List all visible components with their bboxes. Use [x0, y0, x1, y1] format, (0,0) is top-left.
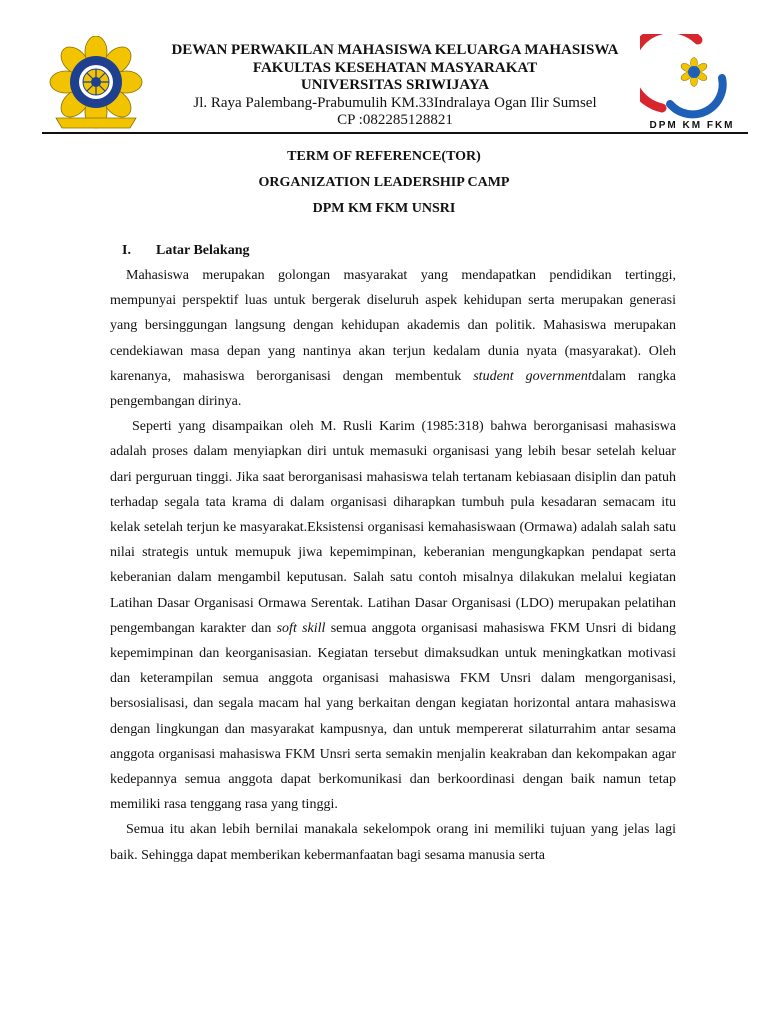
letterhead-text [150, 42, 640, 130]
letterhead [0, 0, 768, 140]
paragraph-1-italic: student government [473, 368, 592, 384]
title-line-1: TERM OF REFERENCE(TOR) [287, 149, 481, 164]
paragraph-3: Semua itu akan lebih bernilai manakala sekelompok orang ini memiliki tujuan yang jelas lagi baik. Sehingga dapat memberikan kebermanfaatan bagi sesama manusia serta [110, 822, 676, 863]
paragraph-2-italic: soft skill [276, 620, 326, 636]
faculty-name: FAKULTAS KESEHATAN MASYARAKAT [252, 59, 538, 76]
paragraph-1-text-b: dalam rangka pengembangan dirinya. [110, 368, 677, 410]
university-name: UNIVERSITAS SRIWIJAYA [300, 77, 490, 93]
paragraph-2-text-a: Seperti yang disampaikan oleh M. Rusli Karim (1985:318) bahwa berorganisasi mahasiswa adalah proses dalam menyiapkan diri untuk memasuki organisasi yang lebih besar setelah keluar dari perguruan tinggi. Jika saat berorganisasi mahasiswa telah tertanam kebiasaan disiplin dan patuh terhadap segala tata krama di dalam organisasi diharapkan tumbuh pula kesadaran semacam itu kelak setelah terjun ke masyarakat.Eksistensi organisasi kemahasiswaan (Ormawa) adalah salah satu nilai strategis untuk memupuk jiwa kepemimpinan, keberanian mengungkapkan pendapat serta keberanian dalam mengambil keputusan. Salah satu contoh misalnya dilakukan melalui kegiatan Latihan Dasar Organisasi Ormawa Serentak. Latihan Dasar Organisasi (LDO) merupakan pelatihan pengembangan karakter dan [110, 419, 676, 636]
letterhead-divider [42, 132, 748, 134]
dpm-km-fkm-logo [640, 34, 744, 134]
title-line-2: ORGANIZATION LEADERSHIP CAMP [258, 175, 510, 190]
body-text [110, 263, 676, 868]
paragraph-2 [110, 414, 676, 817]
paragraph-1 [110, 263, 676, 414]
section-number: I. [122, 243, 131, 258]
section-title: Latar Belakang [156, 243, 250, 258]
unsri-logo [44, 36, 148, 136]
section-heading [122, 243, 249, 259]
title-line-3: DPM KM FKM UNSRI [312, 201, 456, 216]
paragraph-2-text-b: semua anggota organisasi mahasiswa FKM Unsri di bidang kepemimpinan dan keorganisasian. Kegiatan tersebut dimaksudkan untuk meningkatkan motivasi dan keterampilan semua anggota organisasi mahasiswa FKM Unsri dalam mengorganisasi, bersosialisasi, dan segala macam hal yang berkaitan dengan kegiatan horizontal antara mahasiswa dengan lingkungan dan masyarakat kampusnya, dan untuk mempererat silaturrahim antar sesama anggota organisasi mahasiswa FKM Unsri serta semakin menjalin keakraban dan kekompakan agar kedepannya semua anggota dapat berkomunikasi dan berkoordinasi dengan baik namun tetap memiliki rasa tenggang rasa yang tinggi. [110, 620, 676, 813]
dpm-logo-caption: DPM KM FKM [649, 120, 735, 131]
address: Jl. Raya Palembang-Prabumulih KM.33Indralaya Ogan Ilir Sumsel [193, 94, 597, 111]
document-title [0, 144, 768, 222]
paragraph-1-text-a: Mahasiswa merupakan golongan masyarakat yang mendapatkan pendidikan tertinggi, mempunyai perspektif luas untuk bergerak diseluruh aspek kehidupan serta merupakan generasi yang bersinggungan langsung dengan kehidupan akademis dan politik. Mahasiswa merupakan cendekiawan masa depan yang nantinya akan terjun kedalam dunia nyata (masyarakat). Oleh karenanya, mahasiswa berorganisasi dengan membentuk [110, 268, 676, 384]
org-name: DEWAN PERWAKILAN MAHASISWA KELUARGA MAHASISWA [171, 42, 619, 58]
contact-phone: CP :082285128821 [337, 112, 453, 128]
